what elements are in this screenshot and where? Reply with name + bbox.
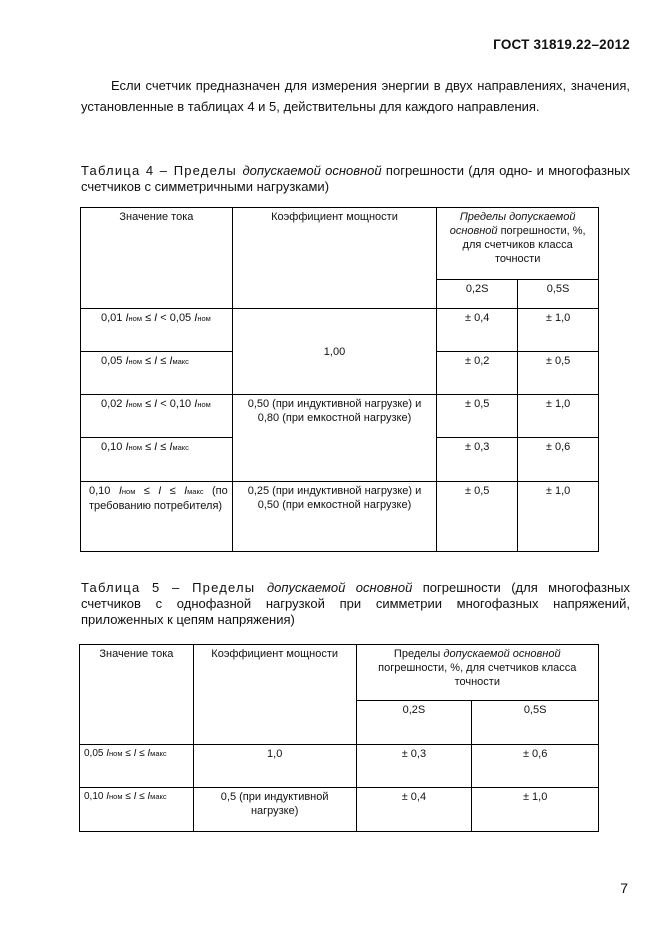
value-cell: ± 1,0 — [518, 395, 599, 438]
table4-caption — [81, 163, 630, 195]
caption-suffix: погрешности (для многофазных счетчиков с однофазной нагрузкой при симметрии многофазных напряжений, приложенных к цепям напряжения) — [81, 580, 630, 627]
table-row — [81, 482, 599, 552]
table-row — [80, 745, 599, 788]
col-limits-header — [356, 645, 598, 701]
current-cell: 0,05 Iном ≤ I ≤ Iмакс — [81, 352, 233, 395]
current-cell: 0,02 Iном ≤ I < 0,10 Iном — [81, 395, 233, 438]
col-limits-header — [437, 208, 599, 280]
pf-cell: 0,5 (при индуктивной нагрузке) — [193, 788, 356, 832]
class-02s: 0,2S — [437, 280, 518, 309]
class-05s: 0,5S — [472, 701, 599, 745]
pf-cell: 0,25 (при индуктивной нагрузке) и 0,50 (при емкостной нагрузке) — [232, 482, 437, 552]
current-cell: 0,10 Iном ≤ I ≤ Iмакс — [80, 788, 194, 832]
limits-italic: Пределы допускаемой основной — [449, 211, 576, 237]
value-cell: ± 0,3 — [356, 745, 472, 788]
value-cell: ± 0,6 — [518, 438, 599, 482]
class-05s: 0,5S — [518, 280, 599, 309]
value-cell: ± 0,4 — [356, 788, 472, 832]
page-number: 7 — [620, 880, 628, 896]
value-cell: ± 0,5 — [518, 352, 599, 395]
caption-italic: допускаемой основной — [266, 580, 413, 595]
caption-italic: допускаемой основной — [242, 163, 382, 178]
pf-cell: 0,50 (при индуктивной нагрузке) и 0,80 (при емкостной нагрузке) — [232, 395, 437, 482]
table4 — [80, 207, 599, 552]
value-cell: ± 0,5 — [437, 482, 518, 552]
value-cell: ± 1,0 — [518, 309, 599, 352]
intro-paragraph — [81, 75, 630, 117]
table-row — [80, 788, 599, 832]
col-pf-header: Коэффициент мощности — [193, 645, 356, 745]
caption-prefix: Таблица 5 – Пределы — [81, 580, 267, 595]
value-cell: ± 1,0 — [472, 788, 599, 832]
pf-cell: 1,0 — [193, 745, 356, 788]
current-cell: 0,10 Iном ≤ I ≤ Iмакс — [81, 438, 233, 482]
current-cell: 0,01 Iном ≤ I < 0,05 Iном — [81, 309, 233, 352]
value-cell: ± 0,5 — [437, 395, 518, 438]
value-cell: ± 0,4 — [437, 309, 518, 352]
current-cell: 0,10 Iном ≤ I ≤ Iмакс (по требованию потребителя) — [81, 482, 233, 552]
intro-text: Если счетчик предназначен для измерения энергии в двух направлениях, значения, установленные в таблицах 4 и 5, действительны для каждого направления. — [81, 78, 630, 114]
table-row — [81, 395, 599, 438]
class-02s: 0,2S — [356, 701, 472, 745]
caption-suffix: погрешности (для одно- и многофазных счетчиков с симметричными нагрузками) — [81, 163, 630, 194]
value-cell: ± 1,0 — [518, 482, 599, 552]
limits-rest: погрешности, %, для счетчиков класса точности — [378, 662, 577, 688]
col-pf-header: Коэффициент мощности — [232, 208, 437, 309]
document-header: ГОСТ 31819.22–2012 — [493, 37, 630, 52]
caption-prefix: Таблица 4 – Пределы — [81, 163, 243, 178]
current-cell: 0,05 Iном ≤ I ≤ Iмакс — [80, 745, 194, 788]
table5 — [79, 644, 599, 832]
limits-italic: допускаемой основной — [443, 648, 561, 660]
limits-rest: погрешности, %, для счетчиков класса точности — [462, 225, 586, 265]
table-row — [81, 309, 599, 352]
col-current-header: Значение тока — [80, 645, 194, 745]
value-cell: ± 0,3 — [437, 438, 518, 482]
value-cell: ± 0,6 — [472, 745, 599, 788]
value-cell: ± 0,2 — [437, 352, 518, 395]
limits-prefix: Пределы — [393, 648, 444, 660]
table5-caption — [81, 580, 630, 628]
pf-cell: 1,00 — [232, 309, 437, 395]
col-current-header: Значение тока — [81, 208, 233, 309]
